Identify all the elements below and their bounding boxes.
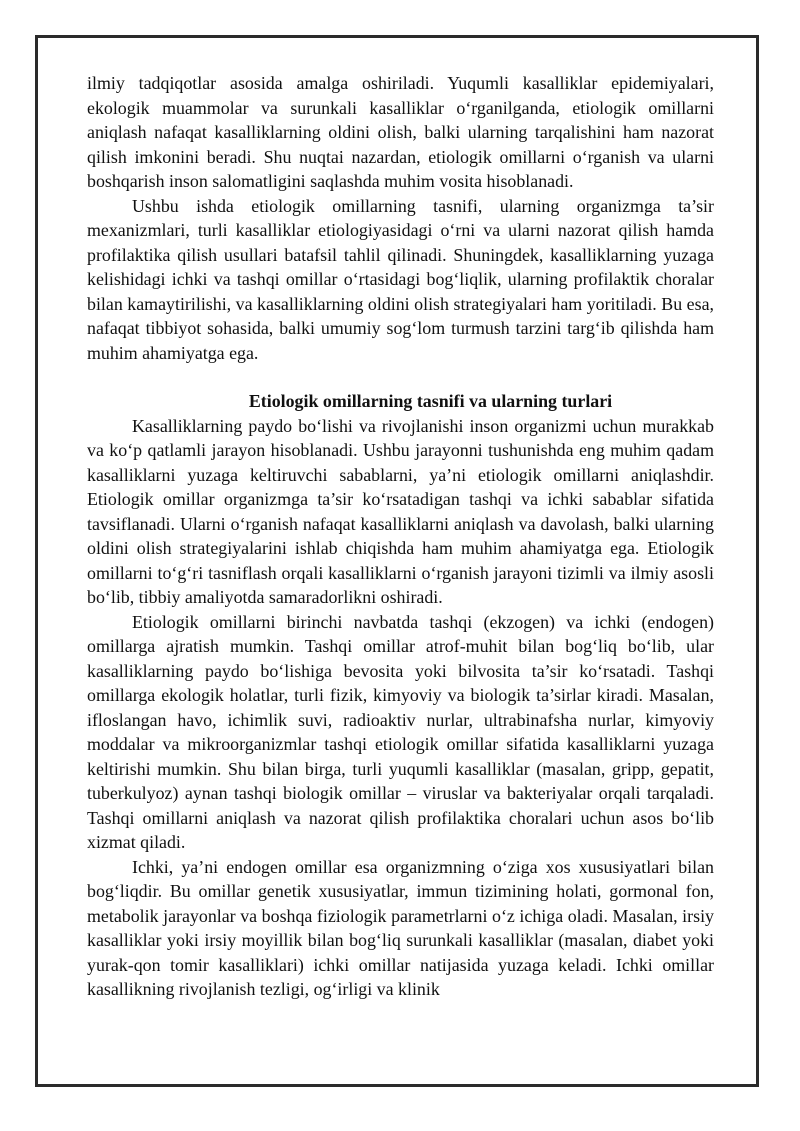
paragraph-intro-continuation: ilmiy tadqiqotlar asosida amalga oshiriladi. Yuqumli kasalliklar epidemiyalari, ekologik muammolar va surunkali kasalliklar o‘rganilganda, etiologik omillarni aniqlash nafaqat kasalliklarning oldini olish, balki ularning tarqalishini ham nazorat qilish imkonini beradi. Shu nuqtai nazardan, etiologik omillarni o‘rganish va ularni boshqarish inson salomatligini saqlashda muhim vosita hisoblanadi.	[87, 73, 714, 191]
paragraph-etiology-overview: Kasalliklarning paydo bo‘lishi va rivojlanishi inson organizmi uchun murakkab va ko‘p qatlamli jarayon hisoblanadi. Ushbu jarayonni tushunishda eng muhim qadam kasalliklarni yuzaga keltiruvchi sabablarni, ya’ni etiologik omillarni aniqlashdir. Etiologik omillar organizmga ta’sir ko‘rsatadigan tashqi va ichki sabablar sifatida tavsiflanadi. Ularni o‘rganish nafaqat kasalliklarni aniqlash va davolash, balki ularning oldini olish strategiyalarini ishlab chiqishda ham muhim ahamiyatga ega. Etiologik omillarni to‘g‘ri tasniflash orqali kasalliklarni o‘rganish jarayoni tizimli va ilmiy asosli bo‘lib, tibbiy amaliyotda samaradorlikni oshiradi.	[87, 415, 714, 607]
paragraph-exogenous-factors: Etiologik omillarni birinchi navbatda tashqi (ekzogen) va ichki (endogen) omillarga ajratish mumkin. Tashqi omillar atrof-muhit bilan bog‘liq bo‘lib, ular kasalliklarning paydo bo‘lishiga bevosita yoki bilvosita ta’sir ko‘rsatadi. Tashqi omillarga ekologik holatlar, turli fizik, kimyoviy va biologik ta’sirlar kiradi. Masalan, ifloslangan havo, ichimlik suvi, radioaktiv nurlar, ultrabinafsha nurlar, kimyoviy moddalar va mikroorganizmlar tashqi etiologik omillar sifatida kasalliklarni yuzaga keltirishi mumkin. Shu bilan birga, turli yuqumli kasalliklar (masalan, gripp, gepatit, tuberkulyoz) aynan tashqi biologik omillar – viruslar va bakteriyalar orqali tarqaladi. Tashqi omillarni aniqlash va nazorat qilish profilaktika choralari uchun asos bo‘lib xizmat qiladi.	[87, 611, 714, 852]
paragraph-endogenous-factors: Ichki, ya’ni endogen omillar esa organizmning o‘ziga xos xususiyatlari bilan bog‘liqdir. Bu omillar genetik xususiyatlar, immun tizimining holati, gormonal fon, metabolik jarayonlar va boshqa fiziologik parametrlarni o‘z ichiga oladi. Masalan, irsiy kasalliklar yoki irsiy moyillik bilan bog‘liq surunkali kasalliklar (masalan, diabet yoki yurak-qon tomir kasalliklari) ichki omillar natijasida yuzaga keladi. Ichki omillar kasallikning rivojlanish tezligi, og‘irligi va klinik	[87, 856, 714, 999]
section-spacer	[87, 365, 714, 389]
section-heading: Etiologik omillarning tasnifi va ularning turlari	[248, 391, 613, 411]
paragraph-scope: Ushbu ishda etiologik omillarning tasnifi, ularning organizmga ta’sir mexanizmlari, turli kasalliklar etiologiyasidagi o‘rni va ularni nazorat qilish hamda profilaktika qilish usullari batafsil tahlil qilinadi. Shuningdek, kasalliklarning yuzaga kelishidagi ichki va tashqi omillar o‘rtasidagi bog‘liqlik, ularning profilaktik choralar bilan kamaytirilishi, va kasalliklarning oldini olish strategiyalari ham yoritiladi. Bu esa, nafaqat tibbiyot sohasida, balki umumiy sog‘lom turmush tarzini targ‘ib qilishda ham muhim ahamiyatga ega.	[87, 195, 714, 363]
document-body	[87, 71, 714, 1002]
